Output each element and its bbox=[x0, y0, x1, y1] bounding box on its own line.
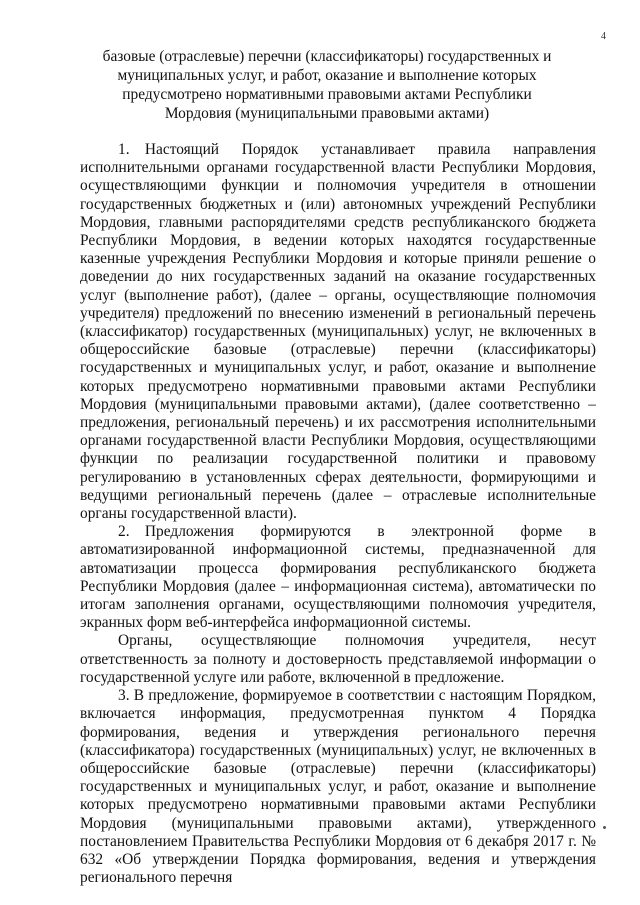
page-number: 4 bbox=[601, 31, 606, 42]
document-title: базовые (отраслевые) перечни (классификаторы) государственных и муниципальных услуг, и работ, оказание и выполнение которых предусмотрено нормативными правовыми актами Республики Мордовия (муниципальными правовыми актами) bbox=[102, 48, 552, 122]
paragraph-2: 2. Предложения формируются в электронной форме в автоматизированной информационной системы, предназначенной для автоматизации процесса формирования республиканского бюджета Республики Мордовия (далее – информационная система), автоматически по итогам заполнения органами, осуществляющими полномочия учредителя, экранных форм веб-интерфейса информационной системы. bbox=[80, 523, 596, 632]
paragraph-4: 3. В предложение, формируемое в соответствии с настоящим Порядком, включается информация, предусмотренная пунктом 4 Порядка формирования, ведения и утверждения регионального перечня (классификатора) государственных (муниципальных) услуг, не включенных в общероссийские базовые (отраслевые) перечни (классификаторы) государственных и муниципальных услуг, и работ, оказание и выполнение которых предусмотрено нормативными правовыми актами Республики Мордовия (муниципальными правовыми актами), утвержденного постановлением Правительства Республики Мордовия от 6 декабря 2017 г. № 632 «Об утверждении Порядка формирования, ведения и утверждения регионального перечня bbox=[80, 687, 596, 887]
paragraph-3: Органы, осуществляющие полномочия учредителя, несут ответственность за полноту и достоверность представляемой информации о государственной услуге или работе, включенной в предложение. bbox=[80, 632, 596, 686]
document-body bbox=[80, 141, 596, 887]
scan-speck bbox=[603, 826, 606, 829]
paragraph-1: 1. Настоящий Порядок устанавливает правила направления исполнительными органами государственной власти Республики Мордовия, осуществляющими функции и полномочия учредителя в отношении государственных бюджетных и (или) автономных учреждений Республики Мордовия, главными распорядителями средств республиканского бюджета Республики Мордовия, в ведении которых находятся государственные казенные учреждения Республики Мордовия и которые приняли решение о доведении до них государственных заданий на оказание государственных услуг (выполнение работ), (далее – органы, осуществляющие полномочия учредителя) предложений по внесению изменений в региональный перечень (классификатор) государственных (муниципальных) услуг, не включенных в общероссийские базовые (отраслевые) перечни (классификаторы) государственных и муниципальных услуг, и работ, оказание и выполнение которых предусмотрено нормативными правовыми актами Республики Мордовия (муниципальными правовыми актами), (далее соответственно – предложения, региональный перечень) и их рассмотрения исполнительными органами государственной власти Республики Мордовия, осуществляющими функции по реализации государственной политики и правовому регулированию в установленных сферах деятельности, формирующими и ведущими региональный перечень (далее – отраслевые исполнительные органы государственной власти). bbox=[80, 141, 596, 523]
